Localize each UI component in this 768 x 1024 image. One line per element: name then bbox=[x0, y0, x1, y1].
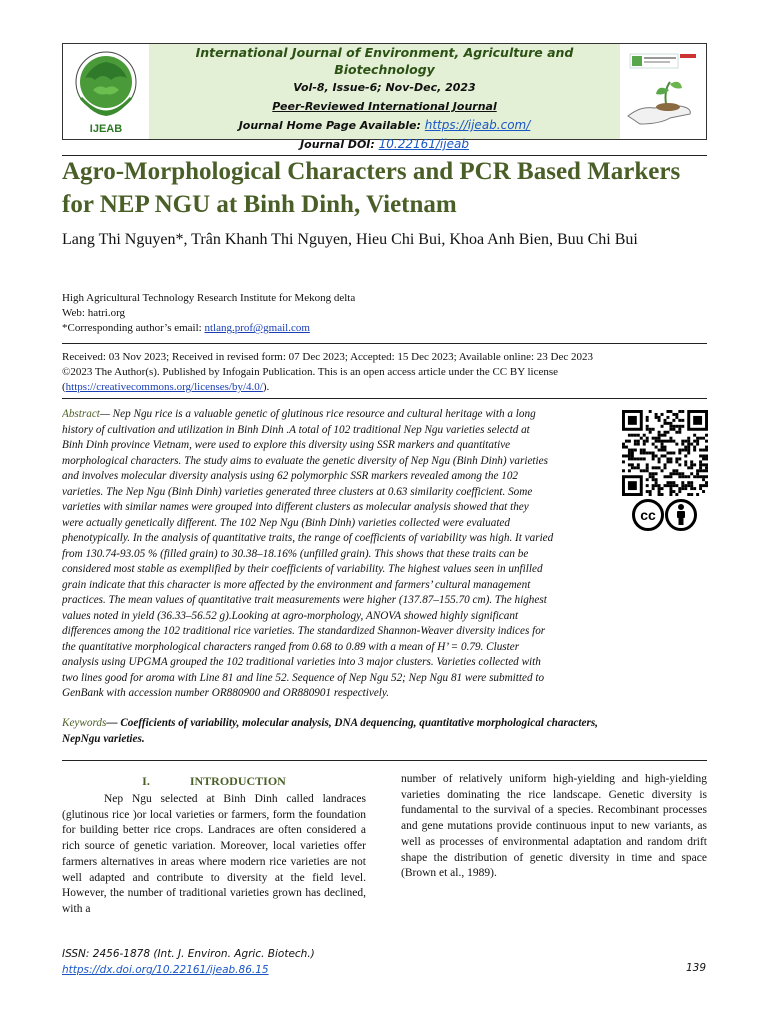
journal-name: International Journal of Environment, Agriculture and Biotechnology bbox=[195, 45, 574, 77]
homepage-link[interactable]: https://ijeab.com/ bbox=[424, 118, 531, 132]
issn-line: ISSN: 2456-1878 (Int. J. Environ. Agric. Biotech.) bbox=[62, 948, 315, 960]
author-list: Lang Thi Nguyen*, Trân Khanh Thi Nguyen, Hieu Chi Bui, Khoa Anh Bien, Buu Chi Bui bbox=[62, 231, 638, 248]
journal-logo bbox=[63, 44, 149, 139]
affiliation-block bbox=[62, 291, 702, 336]
keywords: Keywords— Coefficients of variability, molecular analysis, DNA dequencing, quantitative morphological characters, NepNgu varieties. bbox=[62, 717, 598, 745]
institute-web: Web: hatri.org bbox=[62, 307, 126, 319]
journal-doi-link[interactable]: 10.22161/ijeab bbox=[378, 137, 469, 151]
section-heading: I. INTRODUCTION bbox=[142, 774, 286, 788]
institute-name: High Agricultural Technology Research Institute for Mekong delta bbox=[62, 292, 356, 304]
divider bbox=[62, 343, 707, 344]
corresponding-author: *Corresponding author’s email: ntlang.prof@gmail.com bbox=[62, 322, 310, 334]
license-line: (https://creativecommons.org/licenses/by/4.0/). bbox=[62, 381, 270, 393]
article-doi-link[interactable]: https://dx.doi.org/10.22161/ijeab.86.15 bbox=[62, 964, 269, 976]
svg-text:IJEAB: IJEAB bbox=[89, 123, 123, 135]
abstract: Abstract— Nep Ngu rice is a valuable genetic of glutinous rice resource and cultural heritage with a long history of cultivation and utilization in Binh Dinh .A total of 102 traditional Nep Ngu varieties selectd at Binh Dinh province Vietnam, were used to explore this diversity using SSR markers and quantitative morphological characters. The study aims to evaluate the genetic diversity of Nep Ngu (Binh Dinh) varieties and involves molecular diversity analysis using 62 polymorphic SSR markers revealed among the 102 varieties. The Nep Ngu (Binh Dinh) varieties generated three clusters at 0.63 similarity coefficient. Some varieties with similar names were grouped into different clusters as molecular analysis showed that they were actually genetically different. The 102 Nep Ngu (Binh Dinh) varieties collected were evaluated phenotypically. In the analysis of quantitative traits, the range of coefficients of variability was high. It varied from 130.74-93.05 % (filled grain) to 30.38–18.16% (unfilled grain). This shows that these traits can be considered most stable as exemplified by their coefficients of variability. The highest values seen in unfilled grain indicate that this character is more affected by the environment and farmers’ cultural management practices. The mean values of quantitative trait measurements were higher (137.87–155.70 cm). The highest values noted in yield (36.33–56.52 g).Looking at agro-morphology, ANOVA showed highly significant differences among the 102 traditional rice varieties. The standardized Shannon-Weaver diversity indices for the quantitative morphological characters ranged from 0.68 to 0.89 with a mean of H’ = 0.79. Cluster analysis using UPGMA grouped the 102 traditional varieties into 3 major clusters. Varieties collected with two lines good for aroma with Line 81 and line 52. Sequence of Nep Ngu 52; Nep Ngu 81 were submitted to GenBank with accession number OR880900 and OR880901 respectively. bbox=[62, 408, 554, 699]
homepage-line: Journal Home Page Available: https://ijeab.com/ bbox=[238, 118, 531, 132]
by-person-icon bbox=[667, 501, 696, 530]
cc-by-badge[interactable] bbox=[632, 498, 698, 532]
article-dates: Received: 03 Nov 2023; Received in revised form: 07 Dec 2023; Accepted: 15 Dec 2023; Available online: 23 Dec 2023 bbox=[62, 351, 594, 363]
divider bbox=[62, 398, 707, 399]
divider bbox=[62, 760, 707, 761]
keywords-label: Keywords bbox=[62, 717, 107, 729]
paper-title: Agro-Morphological Characters and PCR Based Markers for NEP NGU at Binh Dinh, Vietnam bbox=[62, 158, 681, 218]
intro-right-column bbox=[401, 772, 707, 882]
svg-text:cc: cc bbox=[640, 507, 656, 523]
email-link[interactable]: ntlang.prof@gmail.com bbox=[204, 322, 310, 334]
intro-left-column bbox=[62, 772, 366, 918]
page-number: 139 bbox=[685, 962, 706, 974]
copyright-line: ©2023 The Author(s). Published by Infogain Publication. This is an open access article under the CC BY license bbox=[62, 366, 559, 378]
dates-block bbox=[62, 350, 702, 395]
ijeab-logo-icon bbox=[63, 44, 149, 139]
cc-icon bbox=[634, 501, 663, 530]
header-cover-image bbox=[620, 44, 706, 139]
plant-in-hand-icon bbox=[620, 44, 706, 139]
journal-volume: Vol-8, Issue-6; Nov-Dec, 2023 bbox=[293, 81, 476, 94]
journal-header bbox=[62, 43, 707, 151]
page-footer bbox=[62, 946, 707, 978]
peer-reviewed-label: Peer-Reviewed International Journal bbox=[272, 100, 497, 113]
doi-line: Journal DOI: 10.22161/ijeab bbox=[300, 137, 469, 151]
abstract-label: Abstract bbox=[62, 408, 100, 420]
license-link[interactable]: https://creativecommons.org/licenses/by/4.0/ bbox=[65, 381, 263, 393]
qr-code-icon[interactable] bbox=[622, 410, 708, 496]
intro-paragraph-continued: number of relatively uniform high-yielding and high-yielding varieties dominating the rice landscape. Genetic diversity is fundamental to the survival of a species. Recombinant processes and gene mutations provide continuous input to new variants, as well as processes of environmental adaptation and random drift shape the distribution of genetic diversity in time and space (Brown et al., 1989). bbox=[401, 773, 707, 880]
intro-paragraph: Nep Ngu selected at Binh Dinh called landraces (glutinous rice )or local varieties or farmers, form the foundation for building better rice crops. Landraces are often considered a rich source of genetic variation. Moreover, local varieties offer farmers alternatives in areas where modern rice varieties are not well adapted and contribute to diversity at the field level. However, the number of traditional varieties grown has declined, with a bbox=[62, 793, 366, 915]
